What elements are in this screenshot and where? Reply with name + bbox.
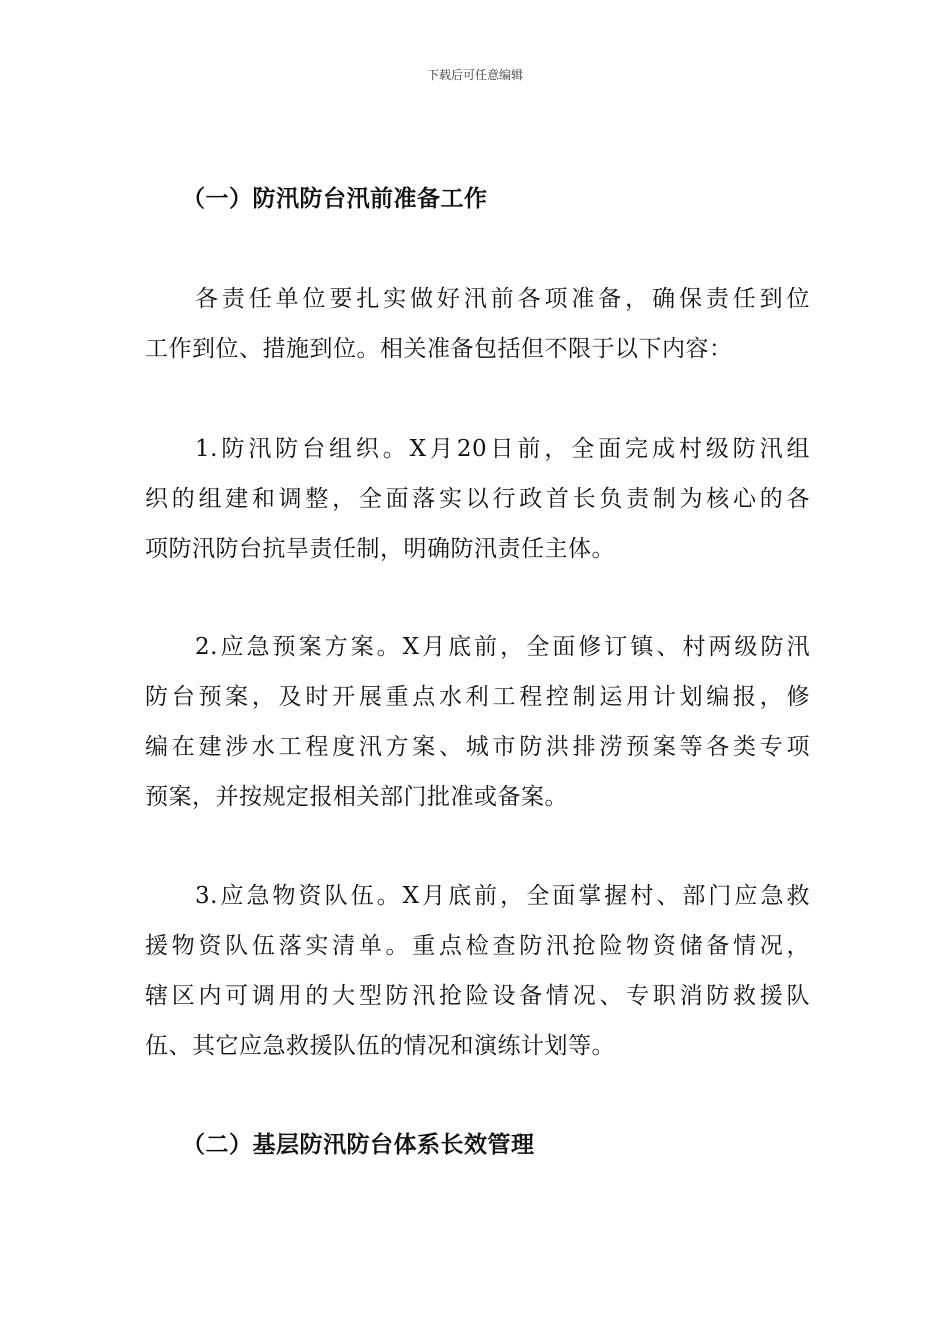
paragraph-line: 织的组建和调整，全面落实以行政首长负责制为核心的各 xyxy=(145,486,810,512)
paragraph-line: 预案，并按规定报相关部门批准或备案。 xyxy=(145,784,568,810)
paragraph-line: 编在建涉水工程度汛方案、城市防洪排涝预案等各类专项 xyxy=(145,734,810,760)
paragraph-line: 辖区内可调用的大型防汛抢险设备情况、专职消防救援队 xyxy=(145,983,810,1009)
paragraph-line: 工作到位、措施到位。相关准备包括但不限于以下内容： xyxy=(145,336,733,362)
paragraph-line: 项防汛防台抗旱责任制，明确防汛责任主体。 xyxy=(145,536,615,562)
paragraph-line: 1.防汛防台组织。X月20日前，全面完成村级防汛组 xyxy=(195,436,810,462)
paragraph-1 xyxy=(145,274,810,374)
section-heading-2: （二）基层防汛防台体系长效管理 xyxy=(182,1131,535,1158)
paragraph-2 xyxy=(145,424,810,574)
paragraph-3 xyxy=(145,622,810,822)
section-heading-1: （一）防汛防台汛前准备工作 xyxy=(182,185,488,212)
paragraph-line: 伍、其它应急救援队伍的情况和演练计划等。 xyxy=(145,1033,615,1059)
paragraph-line: 3.应急物资队伍。X月底前，全面掌握村、部门应急救 xyxy=(195,883,810,909)
page-header: 下载后可任意编辑 xyxy=(426,68,523,82)
paragraph-line: 防台预案，及时开展重点水利工程控制运用计划编报，修 xyxy=(145,684,810,710)
paragraph-line: 2.应急预案方案。X月底前，全面修订镇、村两级防汛 xyxy=(195,634,810,660)
paragraph-4 xyxy=(145,871,810,1071)
paragraph-line: 援物资队伍落实清单。重点检查防汛抢险物资储备情况， xyxy=(145,933,810,959)
paragraph-line: 各责任单位要扎实做好汛前各项准备，确保责任到位 xyxy=(195,286,810,312)
